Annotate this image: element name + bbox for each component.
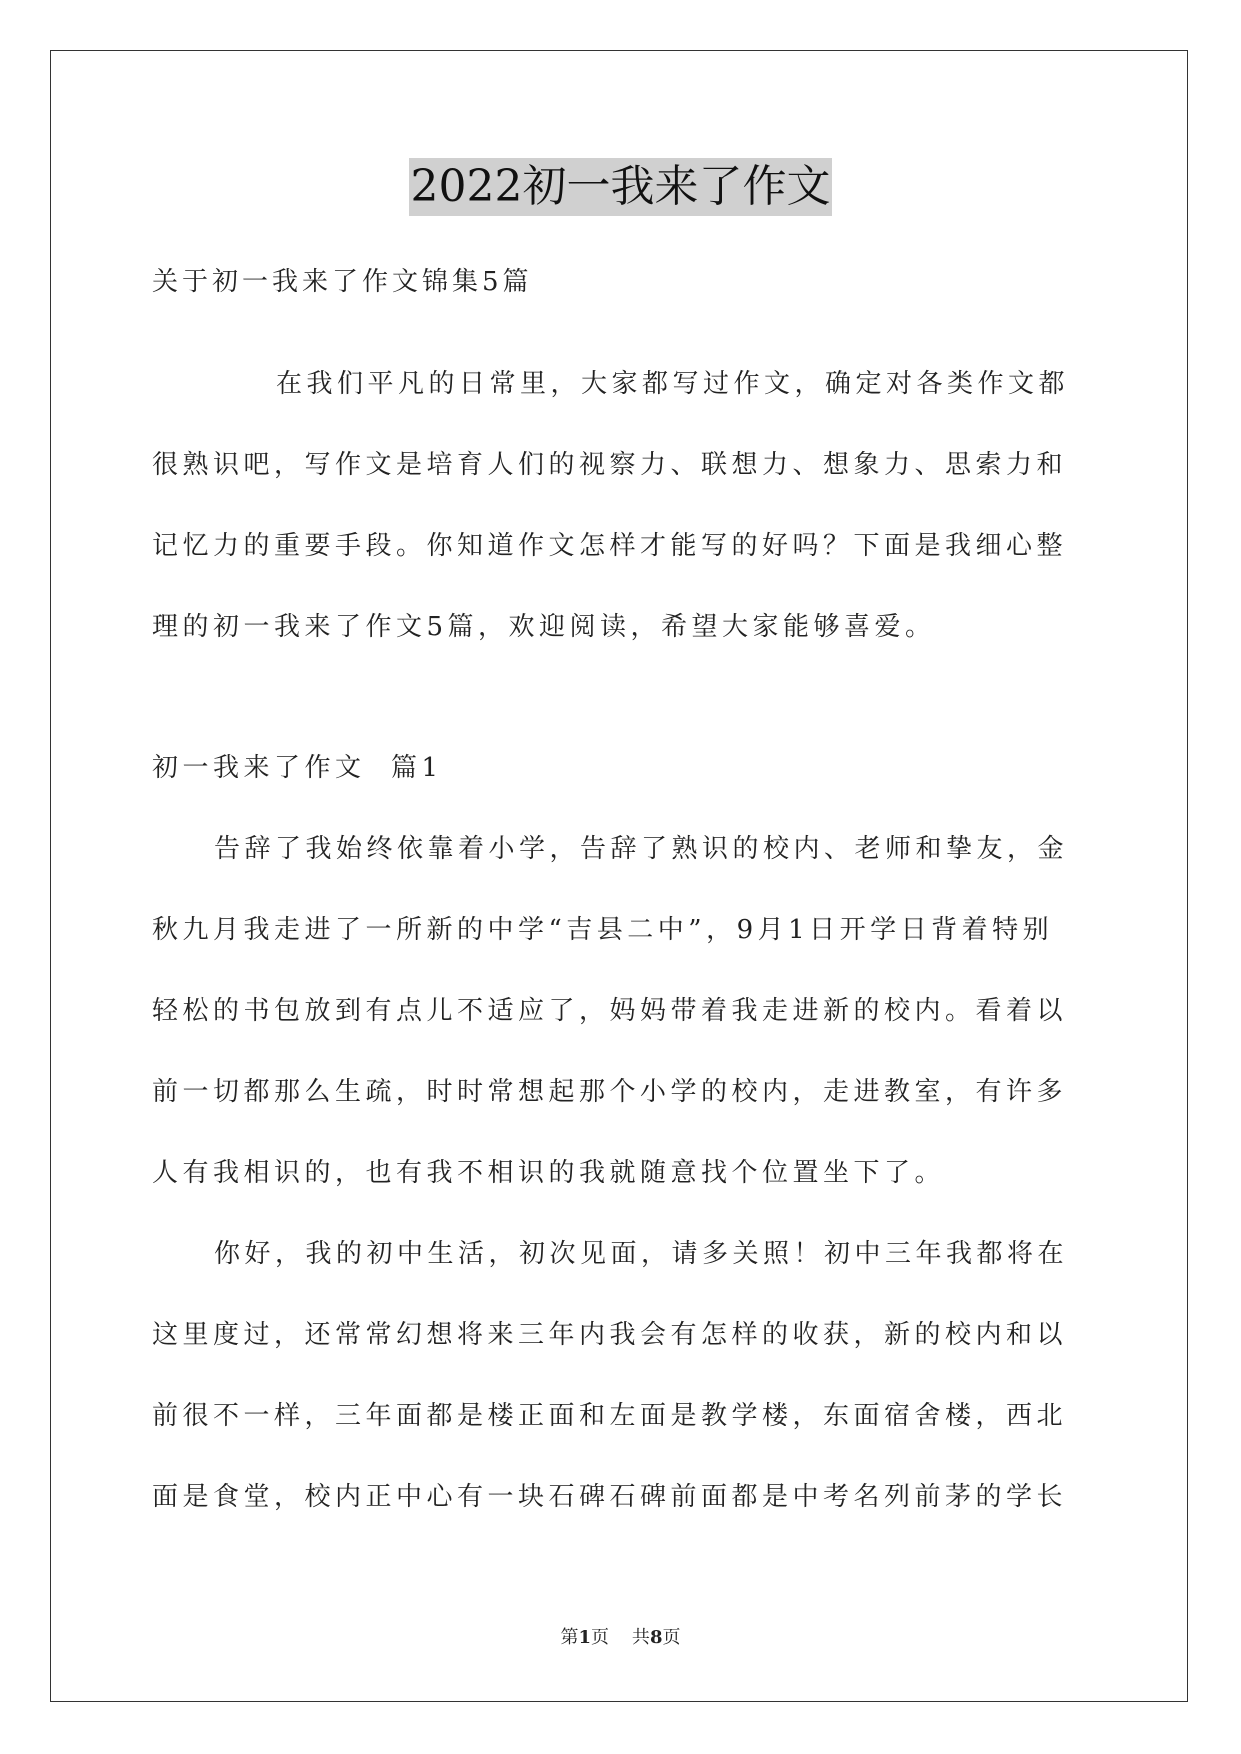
paragraph-line: 轻松的书包放到有点儿不适应了，妈妈带着我走进新的校内。看着以 [152, 996, 1068, 1026]
paragraph-line: 你好，我的初中生活，初次见面，请多关照！初中三年我都将在 [214, 1239, 1069, 1269]
paragraph-line: 前很不一样，三年面都是楼正面和左面是教学楼，东面宿舍楼，西北 [152, 1401, 1068, 1431]
footer-page-number: 1 [578, 1627, 592, 1648]
footer-suffix: 页 [662, 1627, 681, 1648]
paragraph-line: 面是食堂，校内正中心有一块石碑石碑前面都是中考名列前茅的学长 [152, 1482, 1068, 1512]
document-title: 2022初一我来了作文 [409, 158, 833, 216]
paragraph-line: 这里度过，还常常幻想将来三年内我会有怎样的收获，新的校内和以 [152, 1320, 1068, 1350]
page-footer [0, 1623, 1241, 1649]
intro-line: 在我们平凡的日常里，大家都写过作文，确定对各类作文都 [276, 369, 1070, 399]
title-container [0, 158, 1241, 216]
paragraph-line: 前一切都那么生疏，时时常想起那个小学的校内，走进教室，有许多 [152, 1077, 1068, 1107]
intro-line: 理的初一我来了作文5篇，欢迎阅读，希望大家能够喜爱。 [152, 612, 936, 642]
spacer [152, 668, 1092, 728]
intro-line: 记忆力的重要手段。你知道作文怎样才能写的好吗？下面是我细心整 [152, 531, 1068, 561]
document-subtitle: 关于初一我来了作文锦集5篇 [152, 267, 533, 297]
intro-line: 很熟识吧，写作文是培育人们的视察力、联想力、想象力、思索力和 [152, 450, 1068, 480]
document-body [152, 262, 1092, 1538]
paragraph-line: 人有我相识的，也有我不相识的我就随意找个位置坐下了。 [152, 1158, 946, 1188]
intro-paragraph [152, 344, 1092, 668]
paragraph-1 [152, 809, 1092, 1214]
paragraph-line: 告辞了我始终依靠着小学，告辞了熟识的校内、老师和挚友，金 [214, 834, 1069, 864]
section-heading: 初一我来了作文 篇1 [152, 753, 443, 783]
footer-prefix: 第 [560, 1627, 579, 1648]
paragraph-2 [152, 1214, 1092, 1538]
footer-mid: 页 共 [591, 1627, 650, 1648]
footer-total-pages: 8 [649, 1627, 663, 1648]
paragraph-line: 秋九月我走进了一所新的中学“吉县二中”，9月1日开学日背着特别 [152, 915, 1054, 945]
